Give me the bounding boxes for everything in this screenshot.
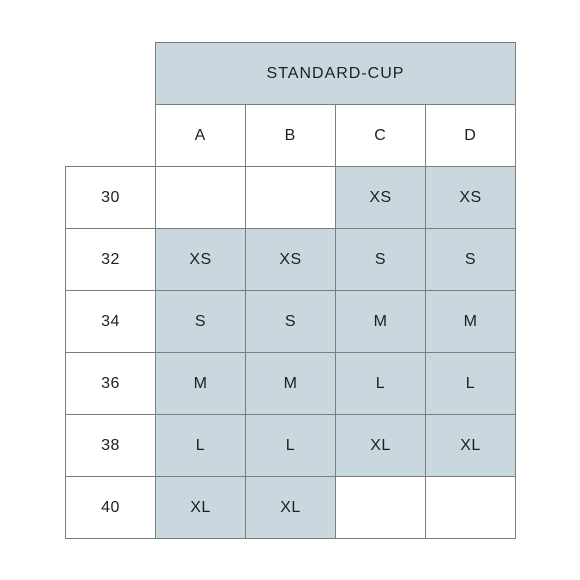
cup-header-b: B (245, 104, 336, 167)
size-cell: L (245, 414, 336, 477)
band-size-40: 40 (65, 476, 156, 539)
size-cell: XL (425, 414, 516, 477)
size-cell: XS (245, 228, 336, 291)
band-size-30: 30 (65, 166, 156, 229)
size-cell: S (335, 228, 426, 291)
size-cell: L (335, 352, 426, 415)
size-cell (155, 166, 246, 229)
size-cell: L (155, 414, 246, 477)
size-cell (335, 476, 426, 539)
size-cell (245, 166, 336, 229)
size-cell: XL (335, 414, 426, 477)
size-cell: M (155, 352, 246, 415)
size-cell: XS (335, 166, 426, 229)
size-cell: L (425, 352, 516, 415)
size-cell: XS (425, 166, 516, 229)
cup-header-c: C (335, 104, 426, 167)
size-cell: S (155, 290, 246, 353)
size-cell: M (245, 352, 336, 415)
band-size-34: 34 (65, 290, 156, 353)
size-cell: M (335, 290, 426, 353)
size-cell: XS (155, 228, 246, 291)
cup-header-d: D (425, 104, 516, 167)
band-size-38: 38 (65, 414, 156, 477)
size-cell: XL (245, 476, 336, 539)
size-cell: S (245, 290, 336, 353)
band-size-36: 36 (65, 352, 156, 415)
size-cell: M (425, 290, 516, 353)
band-size-32: 32 (65, 228, 156, 291)
standard-cup-header: STANDARD-CUP (155, 42, 516, 105)
size-cell: S (425, 228, 516, 291)
size-cell: XL (155, 476, 246, 539)
cup-header-a: A (155, 104, 246, 167)
size-cell (425, 476, 516, 539)
